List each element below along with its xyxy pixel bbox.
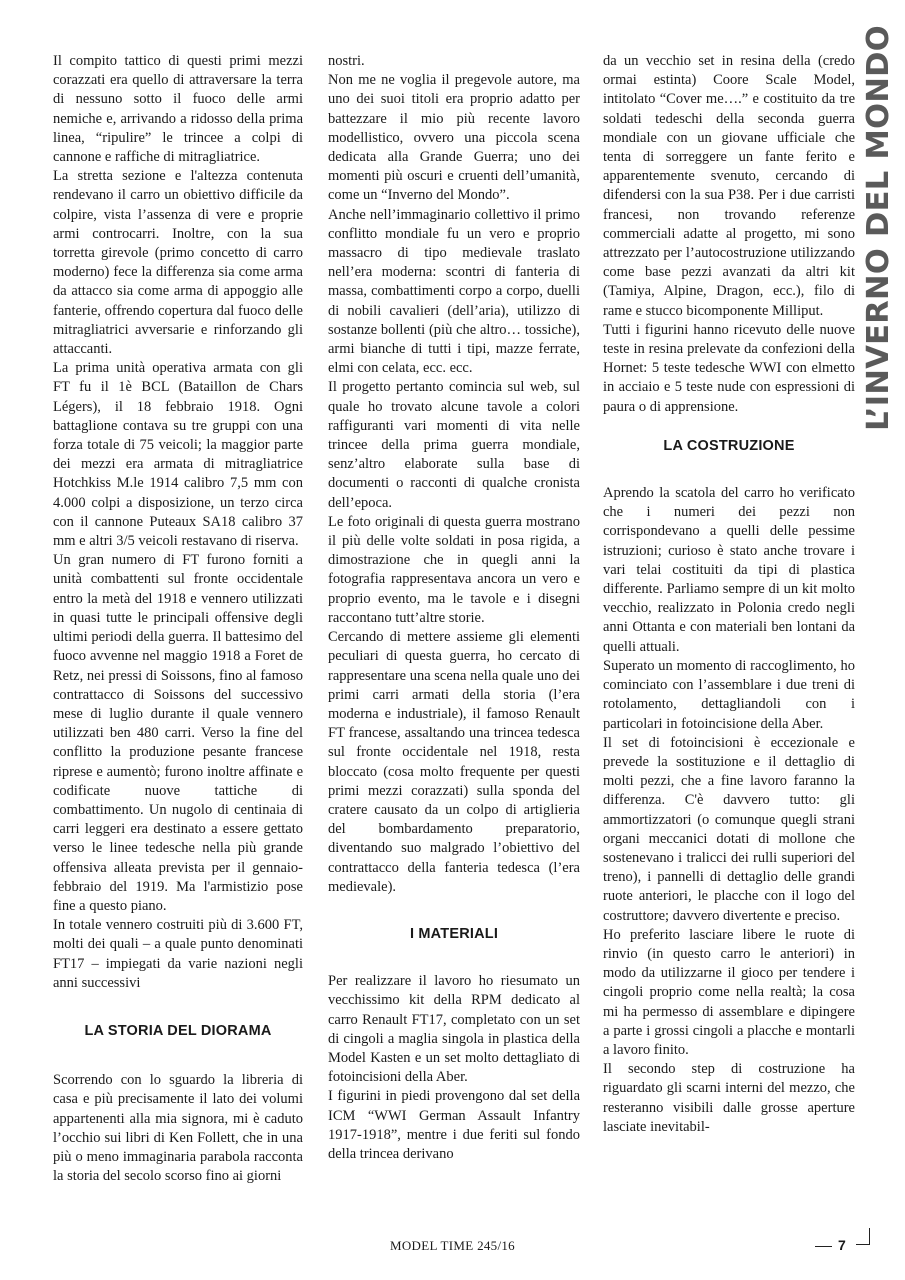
section-heading-costruzione: LA COSTRUZIONE bbox=[663, 437, 795, 454]
paragraph: Il set di fotoincisioni è eccezionale e prevede la sostituzione e il dettaglio di molti pezzi, che a fine lavoro faranno la differenza. C'è davvero tutto: gli ammortizzatori (o comunque quegli strani organi meccanici dotati di mollone che sostenevano i tralicci dei rulli superiori del treno), i pannelli di dettaglio delle grandi ruote anteriori, le placche con il logo del costruttore; davvero divertente e preciso. bbox=[603, 734, 855, 924]
paragraph: Scorrendo con lo sguardo la libreria di casa e più precisamente il lato dei volumi appartenenti alla mia signora, mi è caduto l’occhio sui libri di Ken Follett, che in una più o meno immaginaria parabola racconta la storia del secolo scorso fino ai giorni bbox=[53, 1072, 303, 1185]
paragraph: Per realizzare il lavoro ho riesumato un vecchissimo kit della RPM dedicato al carro Renault FT17, completato con un set di cingoli a maglia singola in plastica della Model Kasten e un set molto dettagliato di fotoincisioni della Aber. bbox=[328, 973, 580, 1086]
section-heading-storia: LA STORIA DEL DIORAMA bbox=[84, 1022, 272, 1039]
paragraph: da un vecchio set in resina della (credo ormai estinta) Coore Scale Model, intitolato “Cover me….” e costituito da tre soldati tedeschi della seconda guerra mondiale con un giovane ufficiale che tenta di sorreggere un fante ferito e apparentemente svenuto, cercando di difendersi con la sua P38. Per i due carristi francesi, non trovando referenze commerciali adatte al progetto, mi sono attrezzato per l’autocostruzione utilizzando come base pezzi avanzati da altri kit (Tamiya, Alpine, Dragon, ecc.), filo di rame e stucco bicomponente Milliput. bbox=[603, 53, 855, 319]
article-column-1 bbox=[53, 52, 303, 1186]
paragraph: I figurini in piedi provengono dal set della ICM “WWI German Assault Infantry 1917-1918”, mentre i due feriti sul fondo della trincea derivano bbox=[328, 1088, 580, 1162]
page-number: 7 bbox=[838, 1237, 846, 1253]
paragraph: Non me ne voglia il pregevole autore, ma uno dei suoi titoli era proprio adatto per battezzare il mio più recente lavoro modellistico, ovvero una piccola scena dedicata alla Grande Guerra; uno dei momenti più oscuri e cruenti dell’umanità, come un “Inverno del Mondo”. bbox=[328, 72, 580, 204]
paragraph: Anche nell’immaginario collettivo il primo conflitto mondiale fu un vero e proprio massacro di tipo medievale traslato nell’era moderna: scontri di fanteria di massa, combattimenti corpo a corpo, duelli di nobili cavalieri (dell’aria), utilizzo di sostanze bollenti (più che altro… tossiche), armi bianche di tutti i tipi, mazze ferrate, elmi con celata, ecc. ecc. bbox=[328, 206, 580, 377]
paragraph: Le foto originali di questa guerra mostrano il più delle volte soldati in posa rigida, a dimostrazione che in quegli anni la fotografia rappresentava ancora un vero e proprio evento, ma le tavole e i disegni raccontano tutt’altre storie. bbox=[328, 513, 580, 626]
article-column-3 bbox=[603, 52, 855, 1137]
paragraph: Un gran numero di FT furono forniti a unità combattenti sul fronte occidentale entro la metà del 1918 e vennero utilizzati in quasi tutte le principali offensive degli ultimi periodi della guerra. Il battesimo del fuoco avvenne nel maggio 1918 a Foret de Retz, nei pressi di Soissons, fino al famoso contrattacco di Soissons del successivo mese di luglio durante il quale vennero utilizzati ben 480 carri. Verso la fine del conflitto la produzione pesante francese riprese e aumentò; furono inoltre affinate e codificate nuove tattiche di combattimento. Un nugolo di centinaia di carri leggeri era destinato a essere gettato verso le linee tedesche nella più grande offensiva alleata prevista per il gennaio-febbraio del 1919. Ma l'armistizio pose fine a questo piano. bbox=[53, 552, 303, 914]
paragraph: La prima unità operativa armata con gli FT fu il 1è BCL (Bataillon de Chars Légers), il 18 febbraio 1918. Ogni battaglione contava su tre gruppi con una forza totale di 75 veicoli; la maggior parte dei mezzi era armata di mitragliatrice Hotchkiss M.le 1914 calibro 7,5 mm con 4.000 colpi a disposizione, un terzo circa con il cannone Puteaux SA18 calibro 37 mm e altri 3/5 veicoli restavano di riserva. bbox=[53, 360, 303, 550]
paragraph: Ho preferito lasciare libere le ruote di rinvio (in questo carro le anteriori) in modo da utilizzarne il gioco per tendere i cingoli proprio come nella realtà; la cosa mi ha permesso di assemblare e dipingere a parte i grossi cingoli a placche e montarli a lavoro finito. bbox=[603, 926, 855, 1058]
footer-dash bbox=[815, 1246, 832, 1247]
footer-magazine-issue: MODEL TIME 245/16 bbox=[390, 1238, 515, 1253]
corner-mark bbox=[869, 1228, 870, 1244]
paragraph: Il secondo step di costruzione ha riguardato gli scarni interni del mezzo, che resteranno visibili dalle grosse aperture lasciate inevitabil- bbox=[603, 1061, 855, 1135]
section-heading-materiali: I MATERIALI bbox=[409, 925, 499, 942]
paragraph: nostri. bbox=[328, 53, 365, 69]
paragraph: In totale vennero costruiti più di 3.600 FT, molti dei quali – a quale punto denominati FT17 – impiegati da varie nazioni negli anni successivi bbox=[53, 917, 303, 991]
paragraph: Aprendo la scatola del carro ho verificato che i numeri dei pezzi non corrispondevano a quelli delle pessime istruzioni; curioso è stato anche trovare i vari telai costituiti da tipi di plastica differente. Parliamo sempre di un kit molto vecchio, realizzato in Polonia credo negli anni Ottanta e con materiali ben lontani da quelli attuali. bbox=[603, 485, 855, 655]
paragraph: La stretta sezione e l'altezza contenuta rendevano il carro un obiettivo difficile da colpire, vista l’assenza di vere e proprie armi controcarri. Inoltre, con la sua torretta girevole (primo concetto di carro moderno) fece la differenza sia come arma da attacco sia come arma di appoggio alle fanterie, offrendo copertura dal fuoco delle mitragliatrici avversarie e rinforzando gli attaccanti. bbox=[53, 168, 303, 358]
paragraph: Superato un momento di raccoglimento, ho cominciato con l’assemblare i due treni di rotolamento, dettagliandoli con i particolari in fotoincisione della Aber. bbox=[603, 657, 855, 732]
corner-mark bbox=[856, 1244, 870, 1245]
paragraph: Il compito tattico di questi primi mezzi corazzati era quello di attraversare la terra di nessuno sotto il fuoco delle armi nemiche e, arrivando a ridosso della prima linea, “ripulire” le trincee a colpi di cannone e raffiche di mitragliatrice. bbox=[53, 53, 303, 166]
article-column-2 bbox=[328, 52, 580, 1164]
vertical-article-title bbox=[858, 25, 898, 431]
vertical-title-text: L’INVERNO DEL MONDO bbox=[860, 25, 896, 431]
paragraph: Tutti i figurini hanno ricevuto delle nuove teste in resina prelevate da confezioni della Hornet: 5 teste tedesche WWI con elmetto in acciaio e 5 teste nude con espressioni di paura o di apprensione. bbox=[603, 321, 855, 415]
paragraph: Cercando di mettere assieme gli elementi peculiari di questa guerra, ho cercato di rappresentare una scena nella quale uno dei primi carri armati della storia (l’era moderna e industriale), il famoso Renault FT francese, assaltando una trincea tedesca sul fronte occidentale nel 1918, resta bloccato (cosa molto frequente per questi primi mezzi corazzati) sulla sponda del cratere causato da un colpo di artiglieria del bombardamento preparatorio, diventando suo malgrado l’obiettivo del contrattacco della fanteria tedesca (l’era medievale). bbox=[328, 629, 581, 895]
paragraph: Il progetto pertanto comincia sul web, sul quale ho trovato alcune tavole a colori raffiguranti vari momenti di vita nelle trincee della prima guerra mondiale, senz’altro elaborate sulla base di documenti o racconti di qualche cronista dell’epoca. bbox=[328, 379, 580, 511]
